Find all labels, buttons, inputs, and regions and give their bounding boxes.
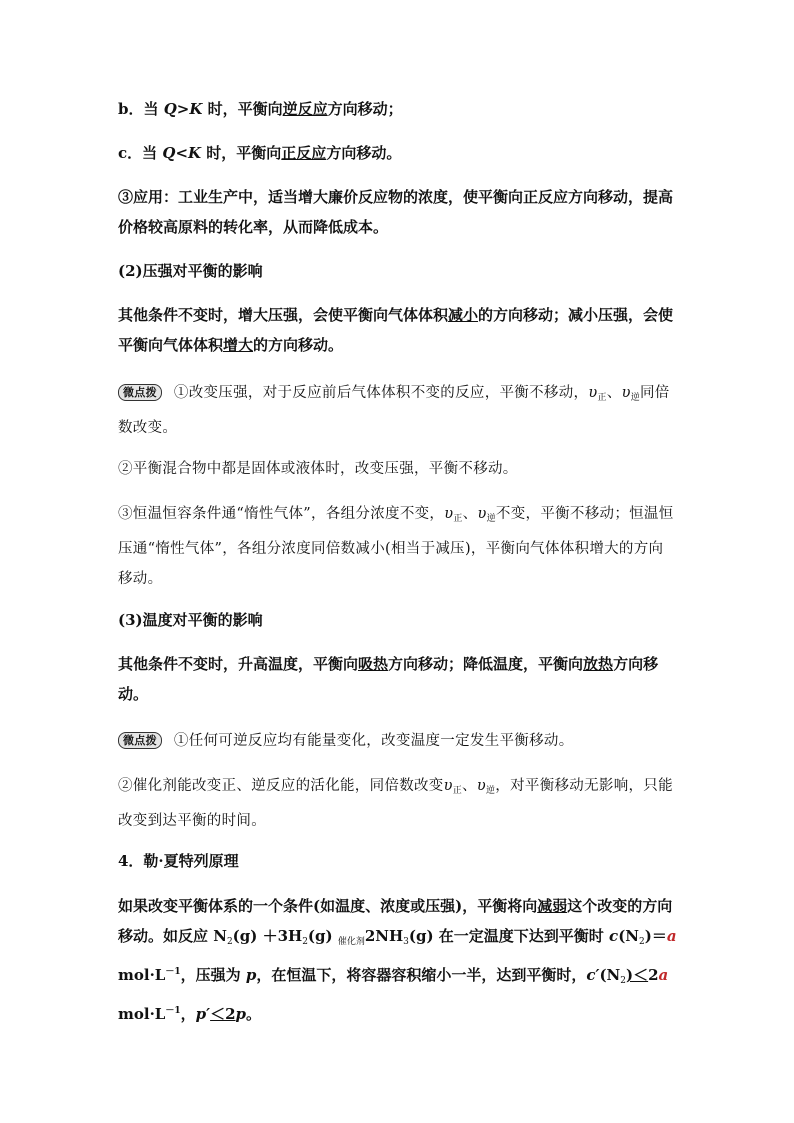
note-5: ②催化剂能改变正、逆反应的活化能，同倍数改变$\upsilon_正$、$\upsilon_逆$，对平衡移动无影响，只能改变到达平衡的时间。	[118, 778, 673, 829]
para-pressure: 其他条件不变时，增大压强，会使平衡向气体体积减小的方向移动；减小压强，会使平衡向气体体积增大的方向移动。	[118, 306, 674, 354]
para-le-chatelier: 如果改变平衡体系的一个条件(如温度、浓度或压强)，平衡将向减弱这个改变的方向移动。如反应 $N_2(g) +3H_2(g)$ $_{催化剂}2NH_3(g)$ 在一定温度下达到平衡时 $c(N_2)=a$ $mol\cdot L^{-1}$，压强为 p，在恒温下，将容器容积缩小一半，达到平衡时，$c'(N_2)<2a$ $mol\cdot L^{-1}$，p′＜2p。	[118, 897, 677, 1023]
para-b: b．当 Q>K 时，平衡向逆反应方向移动；	[118, 100, 403, 118]
tip-badge: 微点拨	[118, 384, 162, 401]
note-3: ③恒温恒容条件通“惰性气体”，各组分浓度不变，$\upsilon_正$、$\upsilon_逆$不变，平衡不移动；恒温恒压通“惰性气体”，各组分浓度同倍数减小(相当于减压)，平衡向气体体积增大的方向移动。	[118, 506, 674, 587]
para-application: ③应用：工业生产中，适当增大廉价反应物的浓度，使平衡向正反应方向移动，提高价格较高原料的转化率，从而降低成本。	[118, 188, 674, 236]
para-temperature: 其他条件不变时，升高温度，平衡向吸热方向移动；降低温度，平衡向放热方向移动。	[118, 655, 659, 703]
heading-le-chatelier: 4．勒·夏特列原理	[118, 852, 239, 870]
note-2: ②平衡混合物中都是固体或液体时，改变压强，平衡不移动。	[118, 461, 518, 477]
note-1: 微点拨 ①改变压强，对于反应前后气体体积不变的反应，平衡不移动，$\upsilon_正$、$\upsilon_逆$同倍数改变。	[118, 385, 670, 436]
reaction-condition: 催化剂	[337, 937, 365, 947]
tip-badge: 微点拨	[118, 732, 162, 749]
para-c: c．当 Q<K 时，平衡向正反应方向移动。	[118, 144, 402, 162]
heading-pressure: (2)压强对平衡的影响	[118, 262, 263, 280]
note-4: 微点拨 ①任何可逆反应均有能量变化，改变温度一定发生平衡移动。	[118, 726, 678, 756]
heading-temperature: (3)温度对平衡的影响	[118, 611, 263, 629]
